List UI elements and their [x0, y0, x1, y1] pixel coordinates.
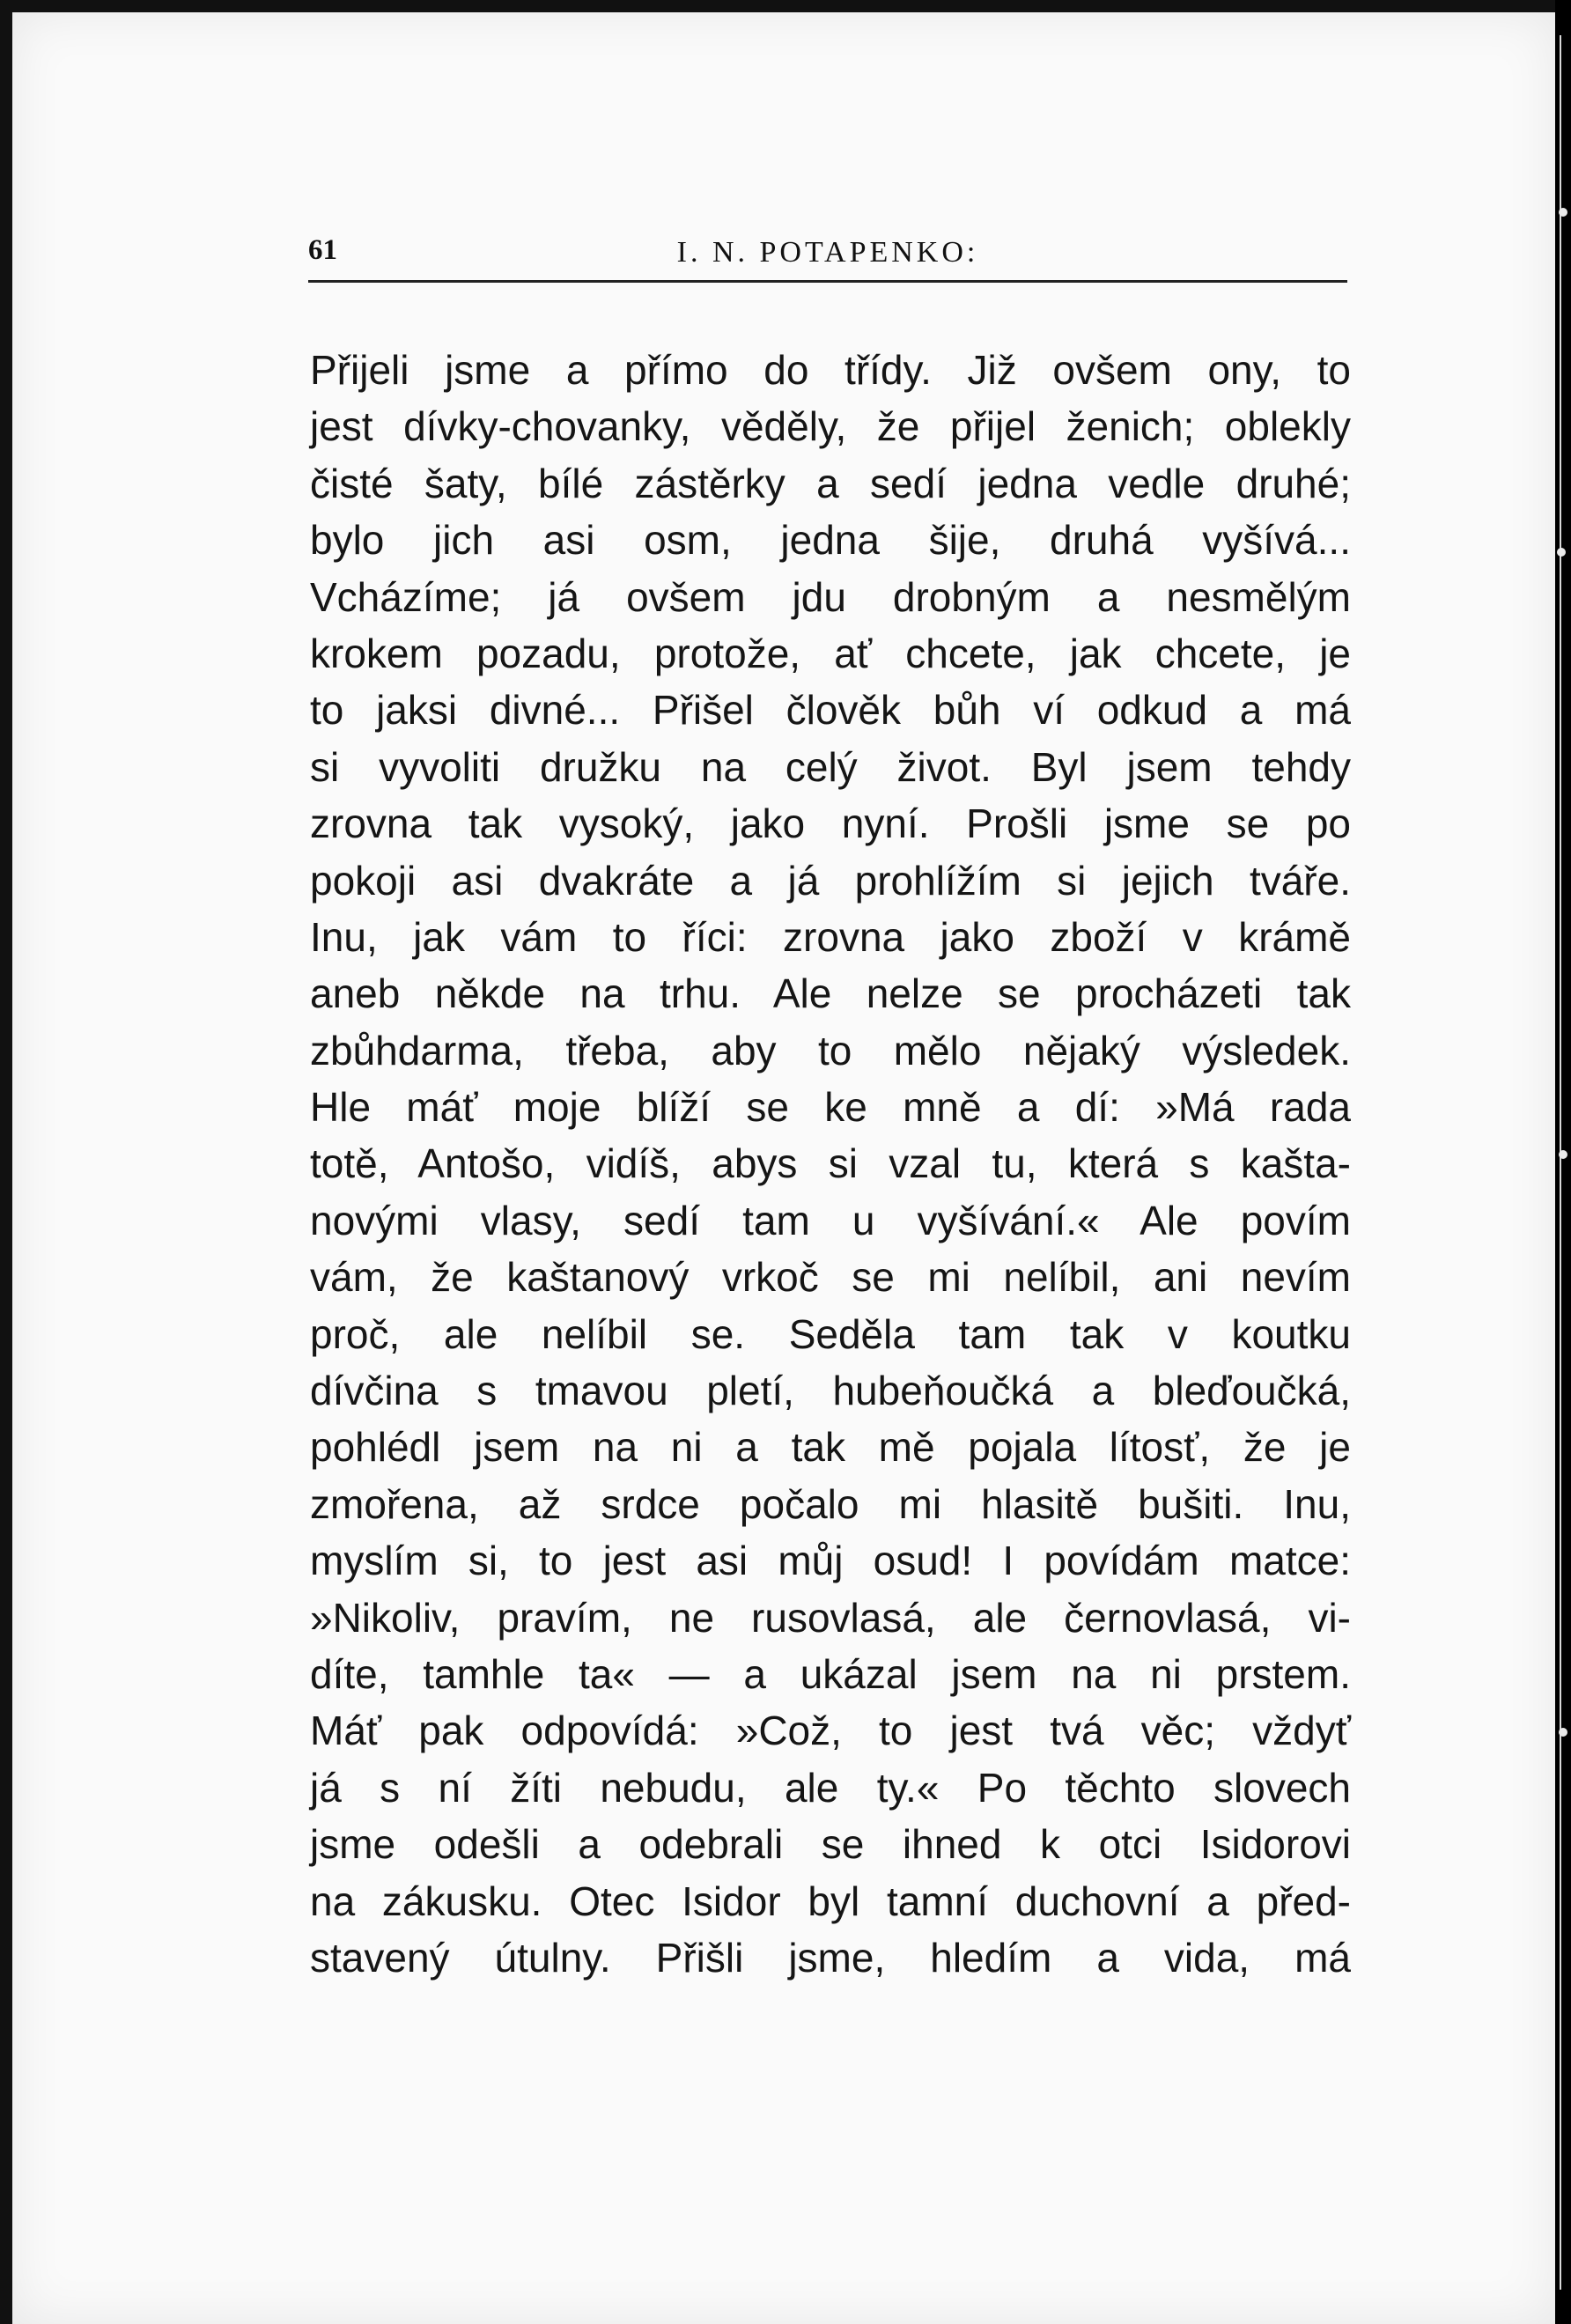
text-line: dívčina s tmavou pletí, hubeňoučká a bleďoučká,: [310, 1368, 1351, 1414]
header-rule: [308, 280, 1347, 283]
text-line: jest dívky-chovanky, věděly, že přijel ženich; oblekly: [310, 403, 1351, 450]
text-line: myslím si, to jest asi můj osud! I povídám matce:: [310, 1538, 1351, 1584]
text-line: totě, Antošo, vidíš, abys si vzal tu, která s kašta-: [310, 1140, 1351, 1187]
scan-edge: [1555, 0, 1571, 2324]
text-line: čisté šaty, bílé zástěrky a sedí jedna vedle druhé;: [310, 460, 1351, 506]
text-line: Hle máť moje blíží se ke mně a dí: »Má rada: [310, 1084, 1351, 1131]
scan-edge-mark: [1559, 208, 1567, 217]
text-line: zmořena, až srdce počalo mi hlasitě bušiti. Inu,: [310, 1480, 1351, 1527]
text-line: zbůhdarma, třeba, aby to mělo nějaký výsledek.: [310, 1027, 1351, 1073]
text-line: aneb někde na trhu. Ale nelze se procházeti tak: [310, 970, 1351, 1017]
scan-edge-mark: [1557, 548, 1566, 557]
text-line: novými vlasy, sedí tam u vyšívání.« Ale povím: [310, 1197, 1351, 1243]
page-header: [308, 234, 1347, 278]
text-line: to jaksi divné... Přišel člověk bůh ví odkud a má: [310, 687, 1351, 734]
text-line: krokem pozadu, protože, ať chcete, jak chcete, je: [310, 630, 1351, 676]
text-line: já s ní žíti nebudu, ale ty.« Po těchto slovech: [310, 1764, 1351, 1811]
text-line: Vcházíme; já ovšem jdu drobným a nesmělým: [310, 573, 1351, 620]
text-line: jsme odešli a odebrali se ihned k otci Isidorovi: [310, 1821, 1351, 1868]
text-line: zrovna tak vysoký, jako nyní. Prošli jsme se po: [310, 800, 1351, 847]
text-line: si vyvoliti družku na celý život. Byl jsem tehdy: [310, 743, 1351, 790]
text-line: pohlédl jsem na ni a tak mě pojala lítosť, že je: [310, 1424, 1351, 1471]
text-line: stavený útulny. Přišli jsme, hledím a vida, má: [310, 1934, 1351, 1981]
text-line: proč, ale nelíbil se. Seděla tam tak v koutku: [310, 1310, 1351, 1357]
text-line: bylo jich asi osm, jedna šije, druhá vyšívá...: [310, 517, 1351, 564]
text-line: »Nikoliv, pravím, ne rusovlasá, ale černovlasá, vi-: [310, 1594, 1351, 1641]
text-line: díte, tamhle ta« — a ukázal jsem na ni prstem.: [310, 1650, 1351, 1697]
page-number: 61: [308, 234, 337, 266]
body-text: [310, 342, 1351, 1986]
running-title: I. N. POTAPENKO:: [676, 236, 979, 269]
scan-edge-mark: [1559, 1728, 1567, 1737]
text-line: vám, že kaštanový vrkoč se mi nelíbil, ani nevím: [310, 1254, 1351, 1301]
text-line: Inu, jak vám to říci: zrovna jako zboží v krámě: [310, 913, 1351, 960]
scan-edge-line: [1560, 35, 1561, 2290]
text-line: pokoji asi dvakráte a já prohlížím si jejich tváře.: [310, 857, 1351, 904]
text-line: na zákusku. Otec Isidor byl tamní duchovní a před-: [310, 1878, 1351, 1924]
text-line: Máť pak odpovídá: »Což, to jest tvá věc; vždyť: [310, 1708, 1351, 1754]
scan-edge-mark: [1559, 1150, 1567, 1159]
text-line: Přijeli jsme a přímo do třídy. Již ovšem ony, to: [310, 347, 1351, 393]
